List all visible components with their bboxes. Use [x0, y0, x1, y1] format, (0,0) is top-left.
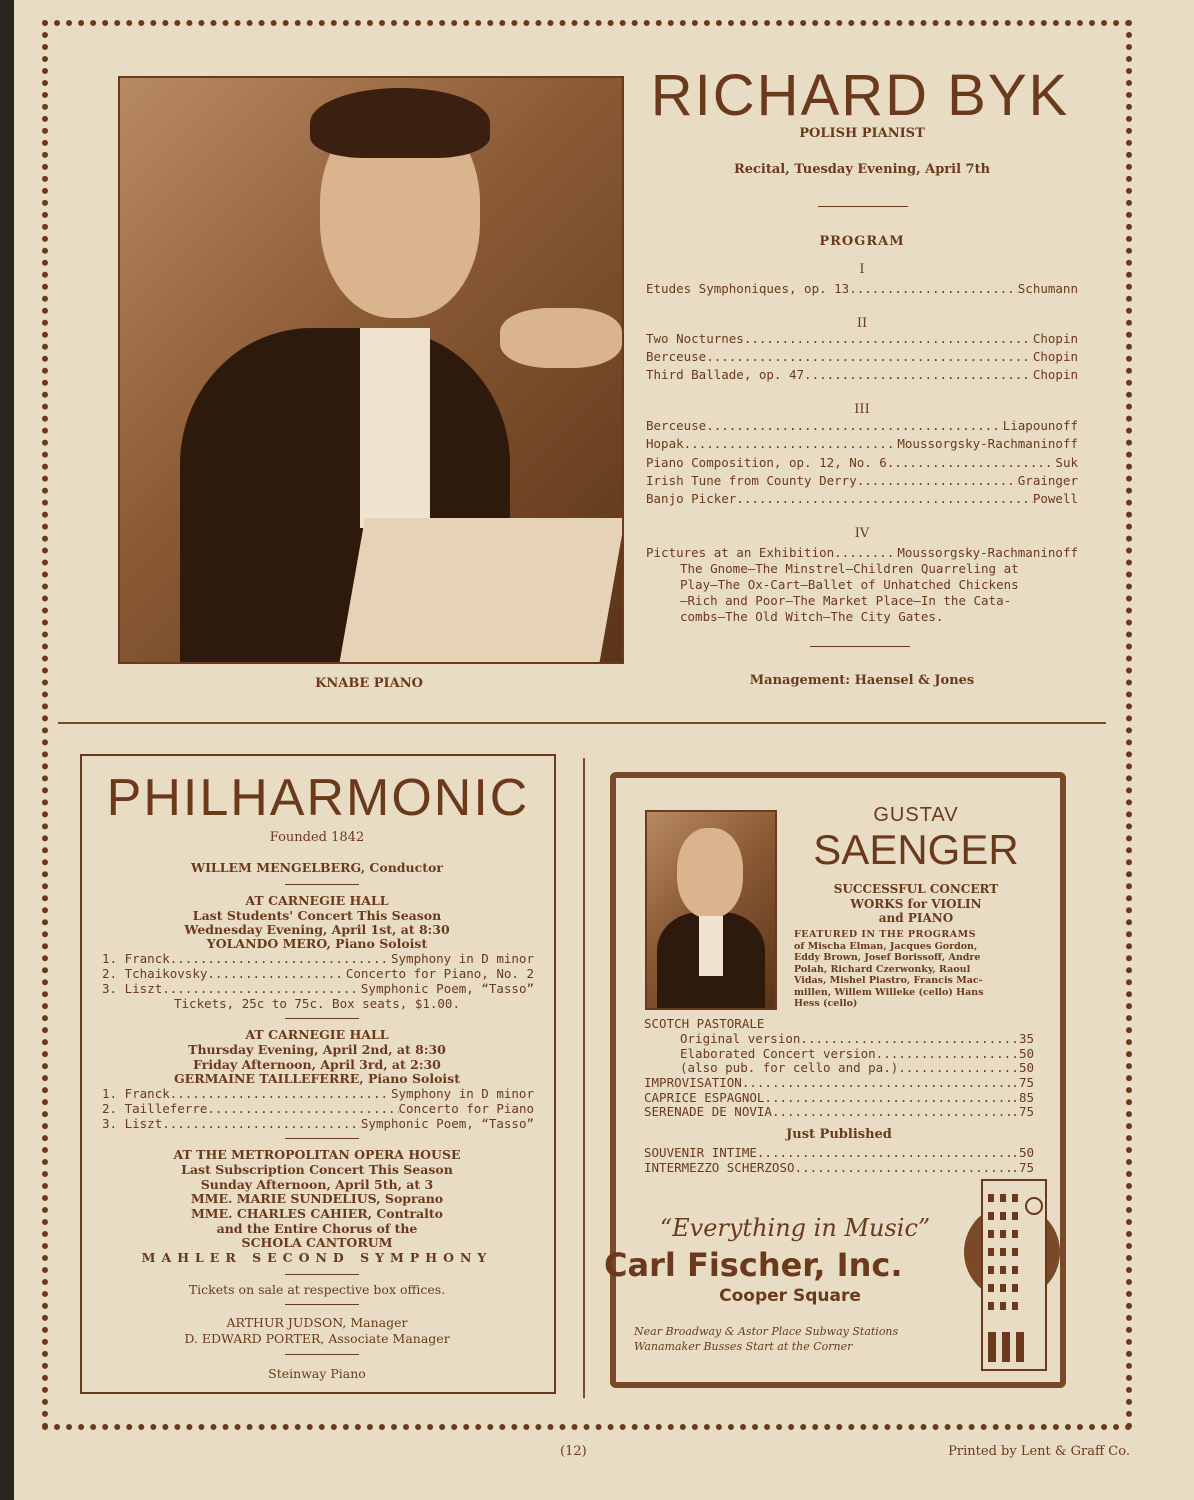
- byk-photo-caption: KNABE PIANO: [315, 676, 423, 691]
- fischer-company: Carl Fischer, Inc.: [604, 1246, 903, 1284]
- building-illustration: [964, 1172, 1060, 1376]
- byk-program-heading: PROGRAM: [819, 234, 905, 249]
- program-item: Berceuse ..... Liapounoff: [646, 418, 1078, 433]
- phil-rule: [285, 1354, 359, 1355]
- phil-rule: [285, 884, 359, 885]
- philharmonic-manager: ARTHUR JUDSON, Manager: [226, 1315, 408, 1330]
- horizontal-divider: [58, 722, 1106, 724]
- concert3-venue: AT THE METROPOLITAN OPERA HOUSE: [173, 1147, 461, 1162]
- concert3-line2: Sunday Afternoon, April 5th, at 3: [200, 1177, 434, 1192]
- phil-rule: [285, 1018, 359, 1019]
- saenger-line3: and PIANO: [878, 911, 954, 925]
- page-edge: [0, 0, 14, 1500]
- concert2-item: 3. Liszt ..... Symphonic Poem, “Tasso”: [102, 1116, 534, 1131]
- philharmonic-title: PHILHARMONIC: [106, 769, 530, 827]
- section-num-4: IV: [854, 526, 870, 541]
- program-item: Etudes Symphoniques, op. 13 ..... Schumann: [646, 281, 1078, 296]
- concert3-line5: and the Entire Chorus of the: [216, 1221, 418, 1236]
- concert3-line6: SCHOLA CANTORUM: [241, 1235, 393, 1250]
- fischer-address: Cooper Square: [719, 1286, 861, 1306]
- saenger-featured: FEATURED IN THE PROGRAMS of Mischa Elman, Jacques Gordon, Eddy Brown, Josef Borissoff, Andre Polah, Richard Czerwonky, Raoul Vidas, Mishel Piastro, Francis Mac- millen, Willem Willeke (cello) Hans Hess (cello): [794, 929, 984, 1009]
- concert3-line4: MME. CHARLES CAHIER, Contralto: [190, 1206, 444, 1221]
- byk-rule-1: [818, 206, 908, 207]
- concert2-item: 1. Franck ..... Symphony in D minor: [102, 1086, 534, 1101]
- program-item: Irish Tune from County Derry ..... Grainger: [646, 473, 1078, 488]
- price-line: CAPRICE ESPAGNOL ..... .85: [644, 1090, 1034, 1105]
- byk-management: Management: Haensel & Jones: [749, 673, 975, 688]
- fischer-note2: Wanamaker Busses Start at the Corner: [634, 1340, 853, 1353]
- concert2-soloist: GERMAINE TAILLEFERRE, Piano Soloist: [174, 1071, 460, 1086]
- program-item: Third Ballade, op. 47 ..... Chopin: [646, 367, 1078, 382]
- program-item: Hopak ..... Moussorgsky-Rachmaninoff: [646, 436, 1078, 451]
- section-num-1: I: [859, 262, 865, 277]
- price-line: Original version ..... .35: [680, 1031, 1034, 1046]
- program-item: Banjo Picker ..... Powell: [646, 491, 1078, 506]
- phil-rule: [285, 1138, 359, 1139]
- byk-rule-2: [810, 646, 910, 647]
- concert1-item: 1. Franck ..... Symphony in D minor: [102, 951, 534, 966]
- price-line: (also pub. for cello and pa.) ..... .50: [680, 1060, 1034, 1075]
- philharmonic-founded: Founded 1842: [269, 830, 365, 845]
- byk-subtitle: POLISH PIANIST: [799, 126, 925, 141]
- saenger-line2: WORKS for VIOLIN: [850, 897, 982, 911]
- section-num-2: II: [856, 316, 868, 331]
- program-item: Berceuse ..... Chopin: [646, 349, 1078, 364]
- saenger-photo: [645, 810, 777, 1010]
- concert1-tickets: Tickets, 25c to 75c. Box seats, $1.00.: [174, 996, 460, 1011]
- saenger-first: GUSTAV: [873, 804, 959, 826]
- saenger-line1: SUCCESSFUL CONCERT: [833, 882, 999, 896]
- price-line: INTERMEZZO SCHERZOSO ..... .75: [644, 1160, 1034, 1175]
- price-line: SOUVENIR INTIME ..... .50: [644, 1145, 1034, 1160]
- concert2-line2: Friday Afternoon, April 3rd, at 2:30: [193, 1057, 441, 1072]
- concert1-item: 3. Liszt ..... Symphonic Poem, “Tasso”: [102, 981, 534, 996]
- concert1-venue: AT CARNEGIE HALL: [245, 893, 389, 908]
- concert3-line3: MME. MARIE SUNDELIUS, Soprano: [190, 1191, 444, 1206]
- concert2-line1: Thursday Evening, April 2nd, at 8:30: [188, 1042, 446, 1057]
- pictures-subtitles: The Gnome—The Minstrel—Children Quarreling at Play—The Ox-Cart—Ballet of Unhatched Chickens —Rich and Poor—The Market Place—In the Cata- combs—The Old Witch—The City Gates.: [680, 561, 1019, 624]
- concert1-line1: Last Students' Concert This Season: [192, 908, 442, 923]
- price-line: Elaborated Concert version ..... .50: [680, 1046, 1034, 1061]
- philharmonic-tickets-note: Tickets on sale at respective box offices.: [188, 1282, 446, 1297]
- just-published: Just Published: [786, 1127, 892, 1142]
- phil-rule: [285, 1274, 359, 1275]
- concert3-line7: MAHLER SECOND SYMPHONY: [141, 1250, 493, 1265]
- printer-credit: Printed by Lent & Graff Co.: [948, 1444, 1130, 1459]
- program-item: Pictures at an Exhibition ..... Moussorgsky-Rachmaninoff: [646, 545, 1078, 560]
- concert3-line1: Last Subscription Concert This Season: [181, 1162, 453, 1177]
- saenger-last: SAENGER: [813, 826, 1019, 873]
- concert2-item: 2. Tailleferre ..... Concerto for Piano: [102, 1101, 534, 1116]
- concert2-venue: AT CARNEGIE HALL: [245, 1027, 389, 1042]
- program-item: Piano Composition, op. 12, No. 6 ..... Suk: [646, 455, 1078, 470]
- byk-title: RICHARD BYK: [650, 63, 1070, 128]
- concert1-line2: Wednesday Evening, April 1st, at 8:30: [184, 922, 450, 937]
- philharmonic-assoc-manager: D. EDWARD PORTER, Associate Manager: [184, 1331, 450, 1346]
- scotch-pastorale: SCOTCH PASTORALE: [644, 1016, 765, 1031]
- concert1-soloist: YOLANDO MERO, Piano Soloist: [206, 936, 428, 951]
- program-item: Two Nocturnes ..... Chopin: [646, 331, 1078, 346]
- philharmonic-conductor: WILLEM MENGELBERG, Conductor: [191, 860, 443, 875]
- price-line: IMPROVISATION ..... .75: [644, 1075, 1034, 1090]
- price-line: SERENADE DE NOVIA ..... .75: [644, 1104, 1034, 1119]
- concert1-item: 2. Tchaikovsky ..... Concerto for Piano, No. 2: [102, 966, 534, 981]
- page-number: (12): [560, 1444, 587, 1459]
- philharmonic-piano: Steinway Piano: [268, 1366, 366, 1381]
- vertical-divider: [583, 758, 585, 1398]
- phil-rule: [285, 1304, 359, 1305]
- fischer-note1: Near Broadway & Astor Place Subway Stations: [634, 1325, 899, 1338]
- fischer-slogan: “Everything in Music”: [659, 1214, 931, 1242]
- section-num-3: III: [854, 402, 870, 417]
- byk-photo: [118, 76, 624, 664]
- byk-recital: Recital, Tuesday Evening, April 7th: [733, 162, 991, 177]
